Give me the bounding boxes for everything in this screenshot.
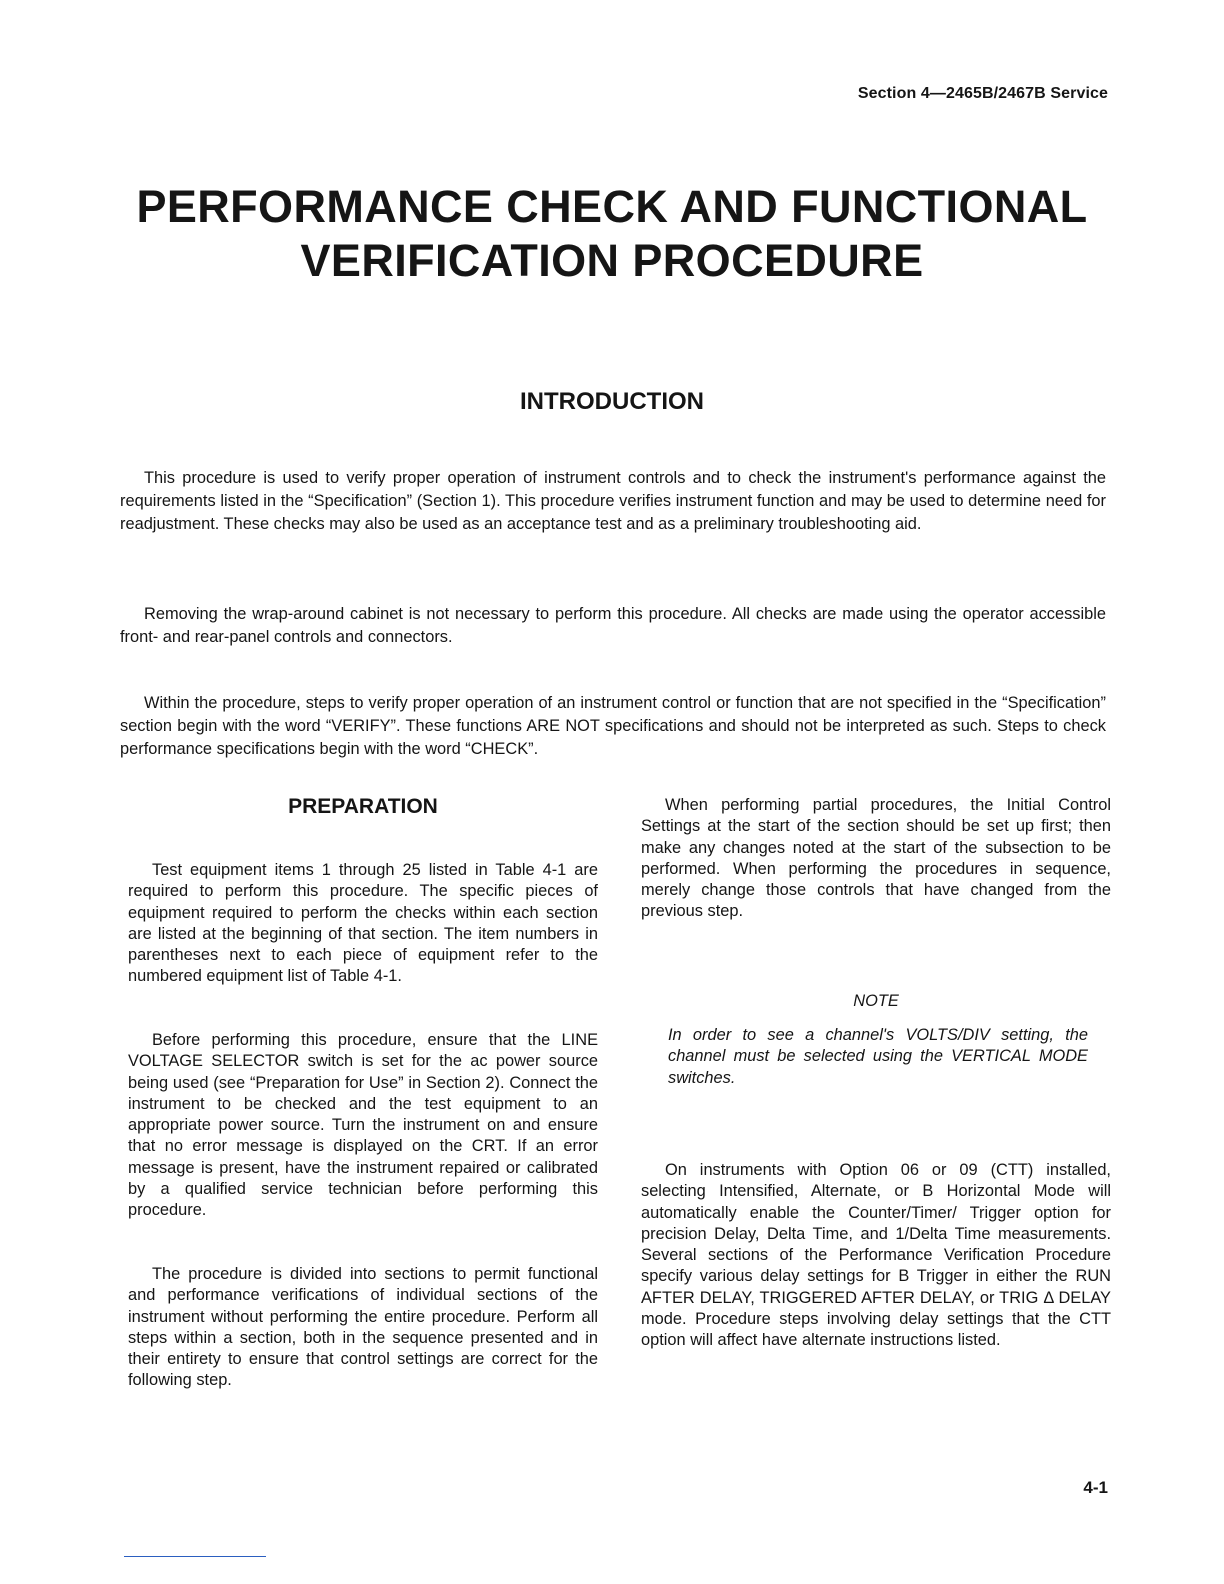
options-paragraph: On instruments with Option 06 or 09 (CTT) installed, selecting Intensified, Alternate, or B Horizontal Mode will automatically enable the Counter/Timer/ Trigger option for precision Delay, Delta Time, and 1/Delta Time measurements. Several sections of the Performance Verification Procedure specify various delay settings for B Trigger in either the RUN AFTER DELAY, TRIGGERED AFTER DELAY, or TRIG Δ DELAY mode. Procedure steps involving delay settings that the CTT option will affect have alternate instructions listed. — [641, 1161, 1111, 1350]
preparation-paragraph-3-block — [128, 1264, 598, 1392]
partial-procedures-paragraph: When performing partial procedures, the Initial Control Settings at the start of the section should be set up first; then make any changes noted at the start of the subsection to be performed. When performing the procedures in sequence, merely change those controls that have changed from the previous step. — [641, 796, 1111, 921]
preparation-heading: PREPARATION — [288, 795, 438, 818]
note-title: NOTE — [853, 992, 899, 1010]
page-title-line-2: VERIFICATION PROCEDURE — [300, 235, 924, 286]
introduction-paragraph-2: Removing the wrap-around cabinet is not necessary to perform this procedure. All checks are made using the operator accessible front- and rear-panel controls and connectors. — [120, 605, 1106, 646]
preparation-paragraph-3: The procedure is divided into sections to permit functional and performance verifications of individual sections of the instrument without performing the entire procedure. Perform all steps within a section, both in the sequence presented and in their entirety to ensure that control settings are correct for the following step. — [128, 1265, 598, 1390]
preparation-paragraph-1-block — [128, 860, 598, 988]
page-title-line-1: PERFORMANCE CHECK AND FUNCTIONAL — [136, 181, 1088, 232]
preparation-paragraph-1: Test equipment items 1 through 25 listed in Table 4-1 are required to perform this procedure. The specific pieces of equipment required to perform the checks within each section are listed at the beginning of that section. The item numbers in parentheses next to each piece of equipment refer to the numbered equipment list of Table 4-1. — [128, 861, 598, 986]
page-title — [0, 180, 1224, 288]
introduction-paragraph-1: This procedure is used to verify proper operation of instrument controls and to check the instrument's performance against the requirements listed in the “Specification” (Section 1). This procedure verifies instrument function and may be used to determine need for readjustment. These checks may also be used as an acceptance test and as a preliminary troubleshooting aid. — [120, 469, 1106, 533]
preparation-paragraph-2-block — [128, 1030, 598, 1222]
options-block — [641, 1160, 1111, 1352]
page-number: 4-1 — [1083, 1478, 1108, 1497]
note-body: In order to see a channel's VOLTS/DIV setting, the channel must be selected using the VERTICAL MODE switches. — [668, 1026, 1088, 1087]
introduction-paragraph-3: Within the procedure, steps to verify proper operation of an instrument control or function that are not specified in the “Specification” section begin with the word “VERIFY”. These functions ARE NOT specifications and should not be interpreted as such. Steps to check performance specifications begin with the word “CHECK”. — [120, 694, 1106, 758]
footer-rule — [124, 1556, 266, 1557]
running-header: Section 4—2465B/2467B Service — [857, 85, 1108, 102]
partial-procedures-block — [641, 795, 1111, 923]
preparation-paragraph-2: Before performing this procedure, ensure that the LINE VOLTAGE SELECTOR switch is set for the ac power source being used (see “Preparation for Use” in Section 2). Connect the instrument to be checked and the test equipment to an appropriate power source. Turn the instrument on and ensure that no error message is displayed on the CRT. If an error message is present, have the instrument repaired or calibrated by a qualified service technician before performing this procedure. — [128, 1031, 598, 1220]
introduction-heading: INTRODUCTION — [520, 388, 704, 415]
